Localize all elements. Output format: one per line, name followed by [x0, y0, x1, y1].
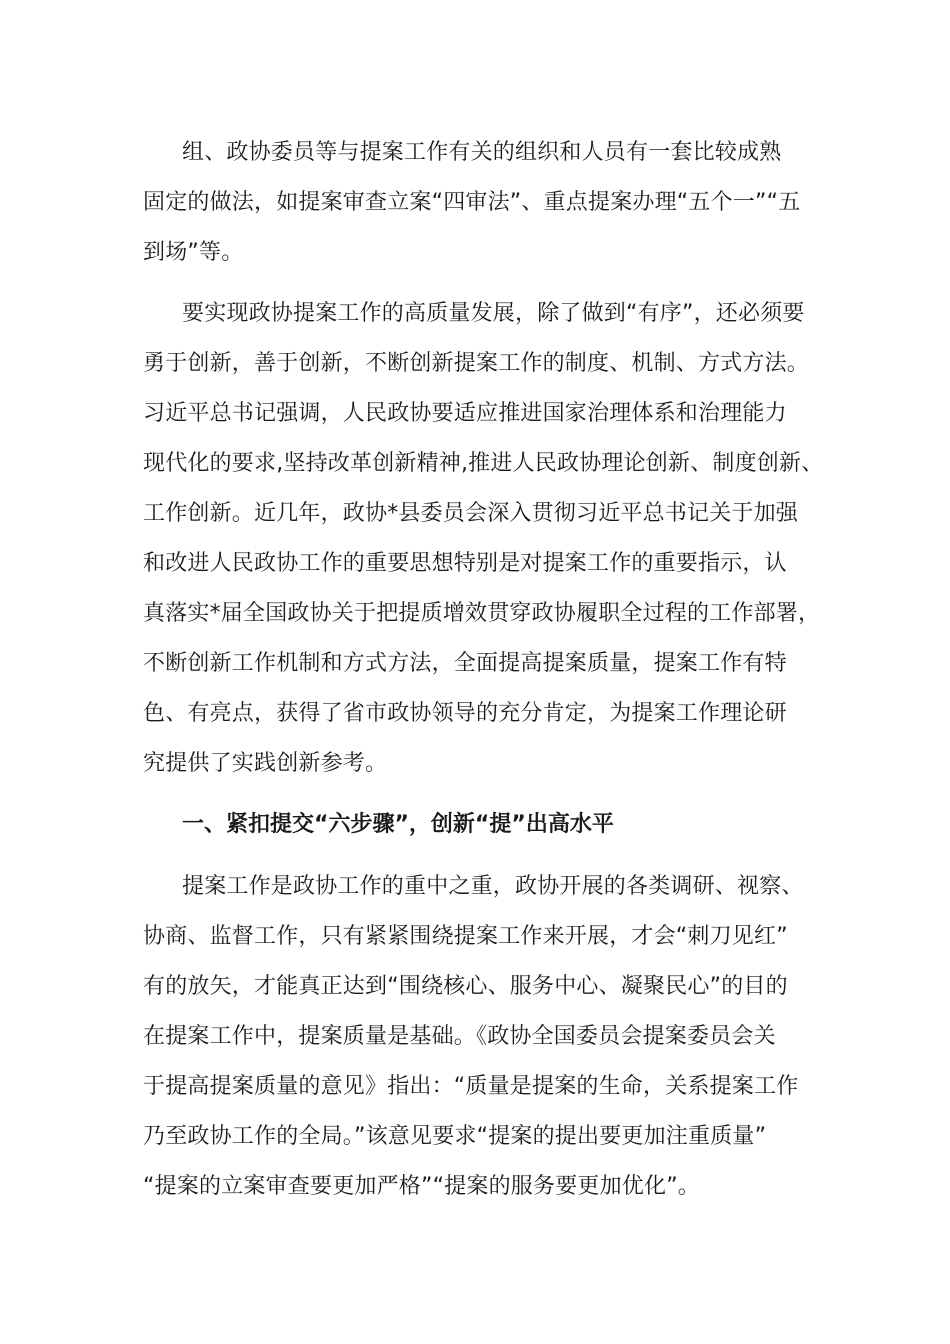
paragraph-line: 不断创新工作机制和方式方法，全面提高提案质量，提案工作有特 [143, 651, 787, 676]
paragraph-line: 要实现政协提案工作的高质量发展，除了做到“有序”，还必须要 [182, 301, 805, 326]
paragraph-1 [143, 128, 833, 278]
paragraph-line: “提案的立案审查要更加严格”“提案的服务要更加优化”。 [143, 1174, 700, 1199]
paragraph-line: 在提案工作中，提案质量是基础。《政协全国委员会提案委员会关 [143, 1024, 776, 1049]
paragraph-line: 有的放矢，才能真正达到“围绕核心、服务中心、凝聚民心”的目的 [143, 974, 788, 999]
paragraph-line: 组、政协委员等与提案工作有关的组织和人员有一套比较成熟 [182, 140, 782, 165]
paragraph-line: 协商、监督工作，只有紧紧围绕提案工作来开展，才会“刺刀见红” [143, 924, 788, 949]
paragraph-line: 色、有亮点，获得了省市政协领导的充分肯定，为提案工作理论研 [143, 701, 787, 726]
paragraph-line: 究提供了实践创新参考。 [143, 751, 388, 776]
paragraph-line: 乃至政协工作的全局。”该意见要求“提案的提出要更加注重质量” [143, 1124, 767, 1149]
paragraph-line: 到场”等。 [143, 240, 244, 265]
section-heading: 一、紧扣提交“六步骤”，创新“提”出高水平 [182, 812, 614, 837]
paragraph-line: 于提高提案质量的意见》指出：“质量是提案的生命，关系提案工作 [143, 1074, 799, 1099]
paragraph-line: 勇于创新，善于创新，不断创新提案工作的制度、机制、方式方法。 [143, 351, 810, 376]
paragraph-line: 固定的做法，如提案审查立案“四审法”、重点提案办理“五个一”“五 [143, 190, 801, 215]
paragraph-3 [143, 862, 833, 1212]
paragraph-line: 习近平总书记强调，人民政协要适应推进国家治理体系和治理能力 [143, 401, 787, 426]
paragraph-line: 工作创新。近几年，政协*县委员会深入贯彻习近平总书记关于加强 [143, 501, 799, 526]
paragraph-line: 真落实*届全国政协关于把提质增效贯穿政协履职全过程的工作部署， [143, 601, 821, 626]
paragraph-line: 提案工作是政协工作的重中之重，政协开展的各类调研、视察、 [182, 874, 804, 899]
paragraph-2 [143, 289, 833, 789]
paragraph-line: 现代化的要求,坚持改革创新精神,推进人民政协理论创新、制度创新、 [143, 451, 824, 476]
paragraph-line: 和改进人民政协工作的重要思想特别是对提案工作的重要指示，认 [143, 551, 787, 576]
